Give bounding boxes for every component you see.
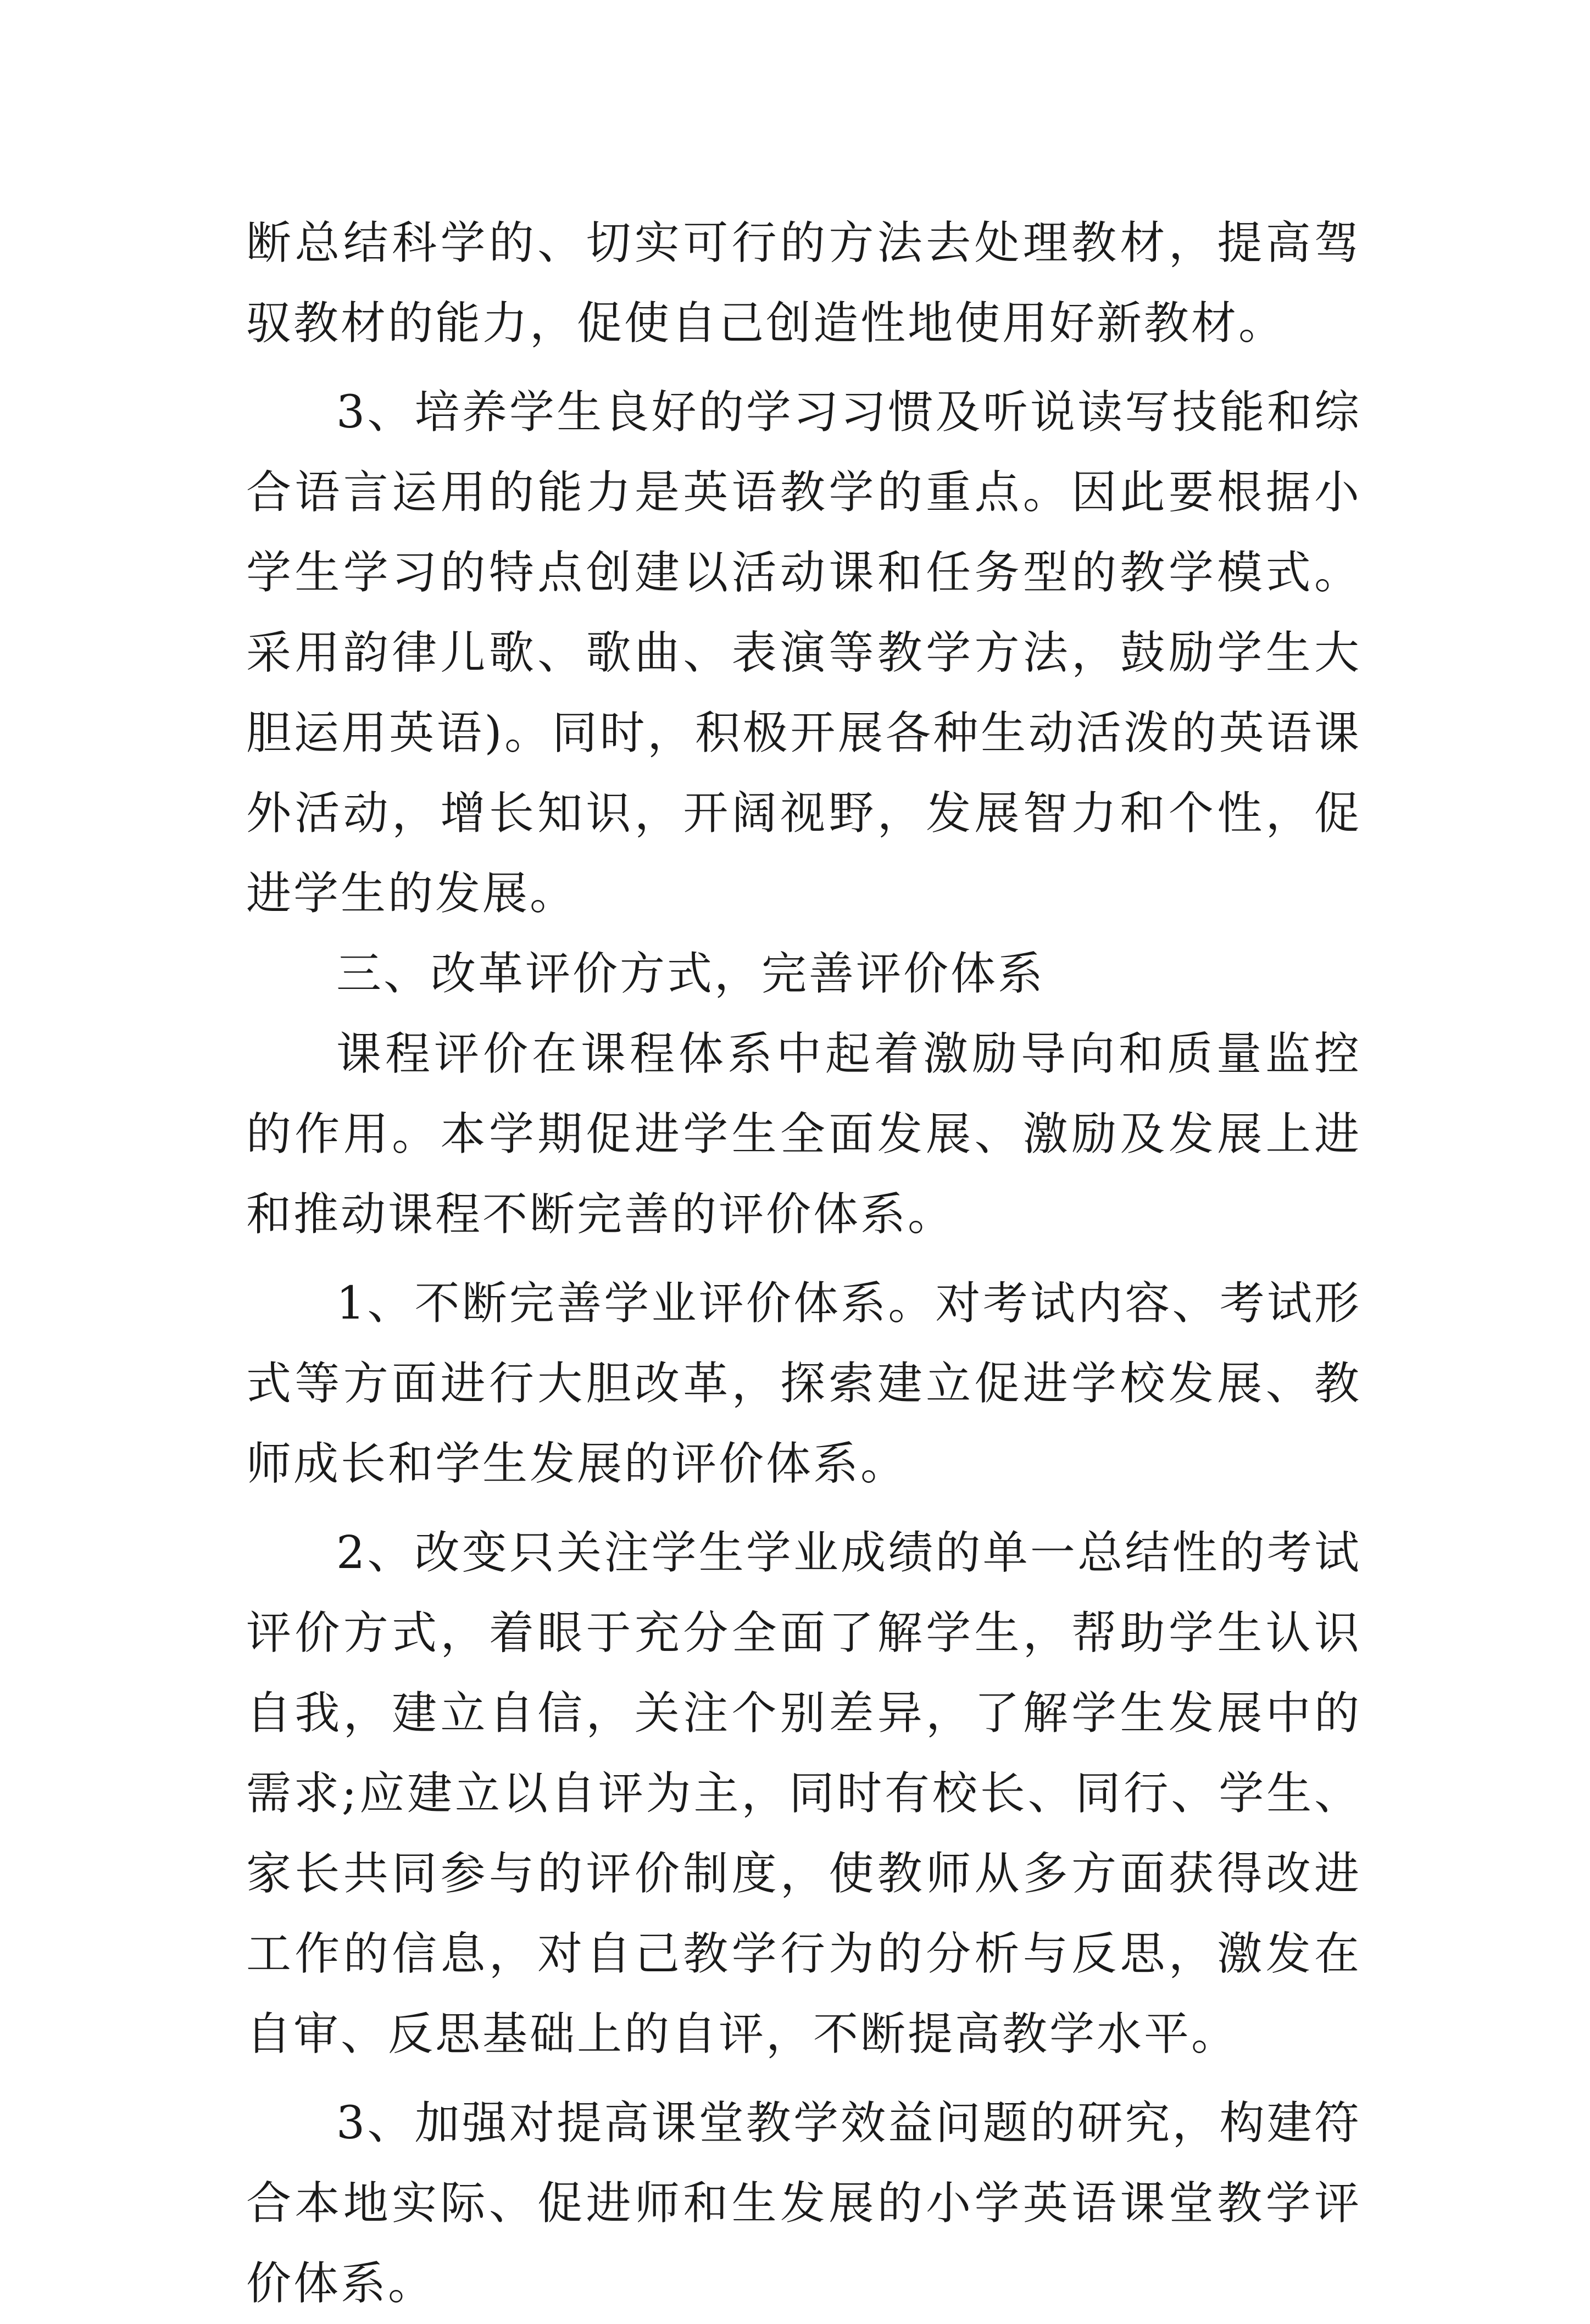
paragraph-1: 断总结科学的、切实可行的方法去处理教材，提高驾驭教材的能力，促使自己创造性地使用好新教材。 bbox=[246, 217, 1361, 349]
paragraph-4: 1、不断完善学业评价体系。对考试内容、考试形式等方面进行大胆改革，探索建立促进学校发展、教师成长和学生发展的评价体系。 bbox=[246, 1277, 1361, 1490]
paragraph-3: 课程评价在课程体系中起着激励导向和质量监控的作用。本学期促进学生全面发展、激励及发展上进和推动课程不断完善的评价体系。 bbox=[246, 1028, 1361, 1241]
paragraph-5: 2、改变只关注学生学业成绩的单一总结性的考试评价方式，着眼于充分全面了解学生，帮助学生认识自我，建立自信，关注个别差异，了解学生发展中的需求;应建立以自评为主，同时有校长、同行、学生、家长共同参与的评价制度，使教师从多方面获得改进工作的信息，对自己教学行为的分析与反思，激发在自审、反思基础上的自评，不断提高教学水平。 bbox=[246, 1527, 1361, 2060]
section-heading: 三、改革评价方式，完善评价体系 bbox=[336, 948, 1046, 1000]
paragraph-6: 3、加强对提高课堂教学效益问题的研究，构建符合本地实际、促进师和生发展的小学英语课堂教学评价体系。 bbox=[246, 2097, 1361, 2310]
paragraph-2: 3、培养学生良好的学习习惯及听说读写技能和综合语言运用的能力是英语教学的重点。因此要根据小学生学习的特点创建以活动课和任务型的教学模式。采用韵律儿歌、歌曲、表演等教学方法，鼓励学生大胆运用英语)。同时，积极开展各种生动活泼的英语课外活动，增长知识，开阔视野，发展智力和个性，促进学生的发展。 bbox=[246, 386, 1361, 920]
document-body bbox=[246, 203, 1361, 2324]
